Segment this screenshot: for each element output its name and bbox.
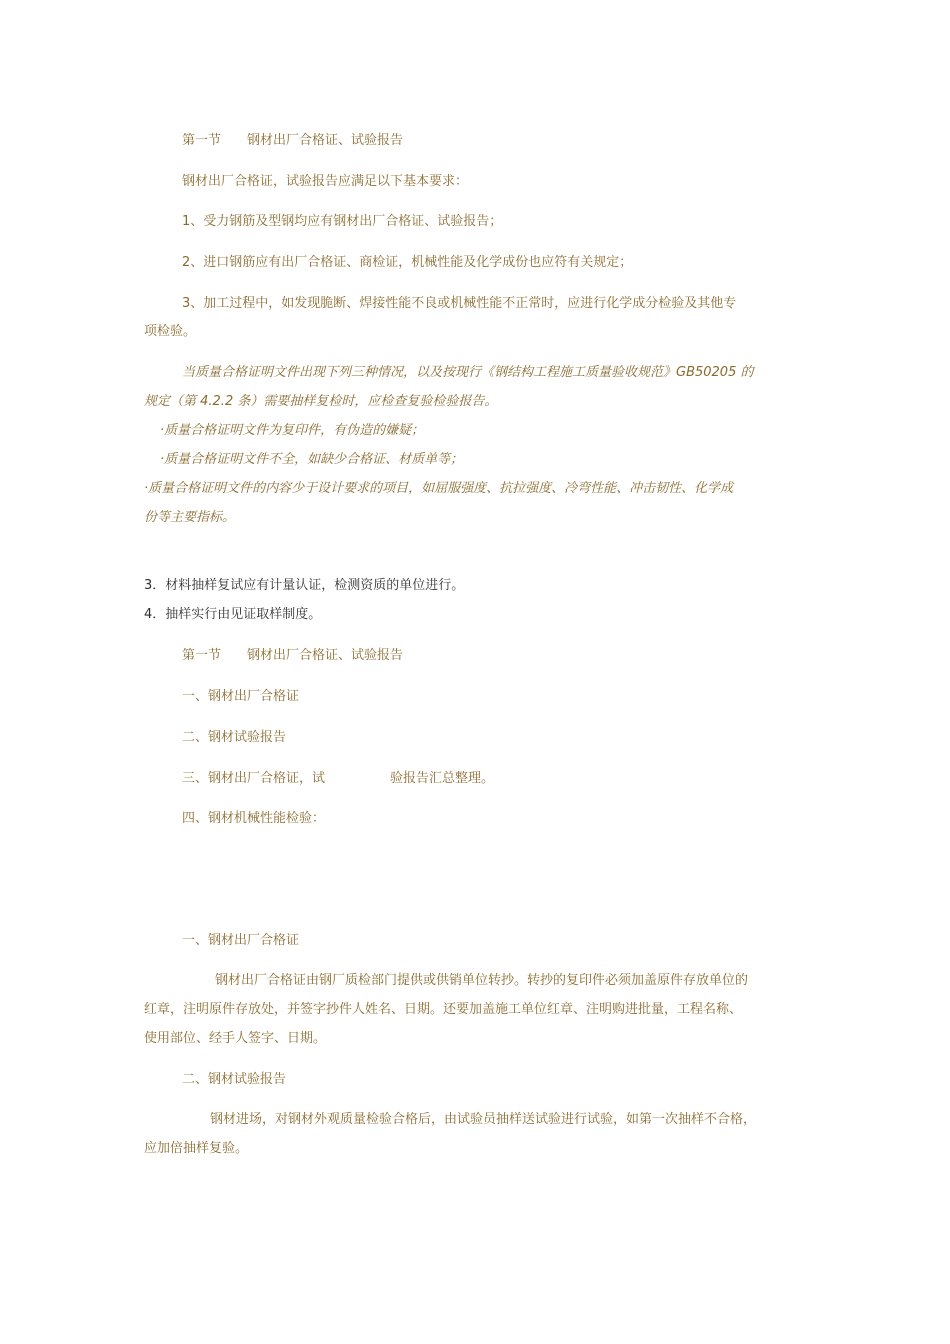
recheck-bullet-3-line-1: ·质量合格证明文件的内容少于设计要求的项目，如屈服强度、抗拉强度、冷弯性能、冲击韧性、化学成 <box>144 481 734 496</box>
requirement-2: 2、进口钢筋应有出厂合格证、商检证，机械性能及化学成份也应符有关规定； <box>182 255 633 270</box>
recheck-bullet-1: ·质量合格证明文件为复印件，有伪造的嫌疑； <box>160 423 425 438</box>
recheck-bullet-2: ·质量合格证明文件不全，如缺少合格证、材质单等； <box>160 452 464 467</box>
requirement-1: 1、受力钢筋及型钢均应有钢材出厂合格证、试验报告； <box>182 214 503 229</box>
outline-item-1: 一、钢材出厂合格证 <box>182 689 300 704</box>
recheck-bullet-3-line-2: 份等主要指标。 <box>144 510 236 525</box>
recheck-line-2: 规定（第 4.2.2 条）需要抽样复检时，应检查复验检验报告。 <box>144 394 498 409</box>
requirement-3-line-2: 项检验。 <box>144 324 197 339</box>
point-4: 4．抽样实行由见证取样制度。 <box>144 607 322 622</box>
test-paragraph-line-1: 钢材进场，对钢材外观质量检验合格后，由试验员抽样送试验进行试验，如第一次抽样不合格， <box>210 1112 757 1127</box>
outline-item-3b: 验报告汇总整理。 <box>390 771 495 786</box>
cert-paragraph-line-3: 使用部位、经手人签字、日期。 <box>144 1031 327 1046</box>
outline-item-3a: 三、钢材出厂合格证，试 <box>182 771 326 786</box>
requirements-intro: 钢材出厂合格证，试验报告应满足以下基本要求： <box>182 174 469 189</box>
section-heading-repeat: 第一节 钢材出厂合格证、试验报告 <box>182 648 404 663</box>
recheck-line-1: 当质量合格证明文件出现下列三种情况，以及按现行《钢结构工程施工质量验收规范》GB50205 的 <box>182 365 754 380</box>
section-heading: 第一节 钢材出厂合格证、试验报告 <box>182 133 404 148</box>
outline-item-4: 四、钢材机械性能检验： <box>182 811 326 826</box>
cert-heading: 一、钢材出厂合格证 <box>182 933 300 948</box>
test-heading: 二、钢材试验报告 <box>182 1072 287 1087</box>
cert-paragraph-line-1: 钢材出厂合格证由钢厂质检部门提供或供销单位转抄。转抄的复印件必须加盖原件存放单位的 <box>215 973 749 988</box>
cert-paragraph-line-2: 红章，注明原件存放处，并签字抄件人姓名、日期。还要加盖施工单位红章、注明购进批量，工程名称、 <box>144 1002 743 1017</box>
outline-item-2: 二、钢材试验报告 <box>182 730 287 745</box>
point-3: 3．材料抽样复试应有计量认证，检测资质的单位进行。 <box>144 578 465 593</box>
test-paragraph-line-2: 应加倍抽样复验。 <box>144 1141 249 1156</box>
requirement-3-line-1: 3、加工过程中，如发现脆断、焊接性能不良或机械性能不正常时，应进行化学成分检验及其他专 <box>182 296 737 311</box>
